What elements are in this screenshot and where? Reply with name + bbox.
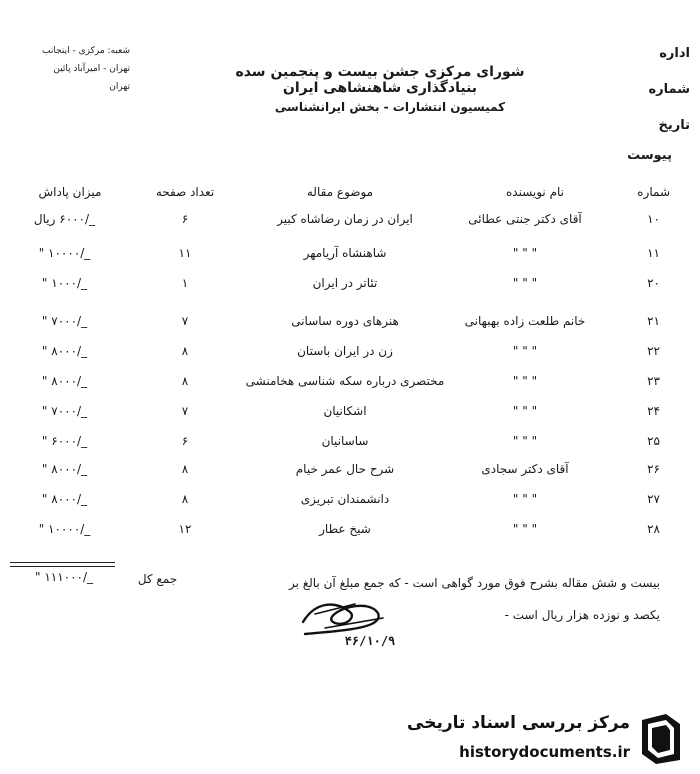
row-pages: ۱۲ (178, 522, 192, 536)
row-amount: _/۸۰۰۰ " (41, 344, 88, 358)
row-author: آقای دکتر سجادی (481, 462, 569, 476)
row-number: ۲۱ (647, 314, 660, 328)
row-author: " " " (512, 434, 538, 448)
signature-date: ۴۶/۱۰/۹ (344, 634, 396, 648)
row-pages: ۱۱ (178, 246, 192, 260)
row-amount: _/۷۰۰۰ " (41, 404, 88, 418)
row-number: ۲۸ (647, 522, 660, 536)
row-number: ۲۴ (647, 404, 660, 418)
col-header-pages: تعداد صفحه (155, 185, 215, 199)
row-amount: _/۸۰۰۰ " (41, 462, 88, 476)
row-subject: هنرهای دوره ساسانی (291, 314, 399, 328)
row-author: " " " (512, 404, 538, 418)
row-number: ۲۲ (647, 344, 660, 358)
row-number: ۲۶ (647, 462, 660, 476)
row-number: ۱۰ (647, 212, 660, 226)
document-title: شورای مرکزی جشن بیست و پنجمین سده بنیادگذاری شاهنشاهی ایران (235, 64, 525, 96)
margin-label-date: تاریخ (658, 118, 690, 133)
row-pages: ۸ (181, 374, 189, 388)
row-subject: دانشمندان تبریزی (300, 492, 390, 506)
margin-label-attachment: پیوست (627, 148, 672, 163)
row-author: " " " (512, 344, 538, 358)
branding-logo-icon (636, 710, 688, 766)
row-author: " " " (512, 276, 538, 290)
row-author: " " " (512, 374, 538, 388)
row-number: ۲۵ (647, 434, 660, 448)
row-subject: شیخ عطار (319, 522, 371, 536)
col-header-row-no: شماره (637, 185, 670, 199)
total-label: جمع کل (137, 572, 178, 586)
row-pages: ۸ (181, 462, 189, 476)
top-left-note-line2: تهران - امیرآباد پائین (53, 64, 130, 74)
top-left-note-line3: تهران (109, 82, 130, 92)
row-author: " " " (512, 246, 538, 260)
margin-label-number: شماره (648, 82, 690, 97)
total-rule-top-2 (10, 566, 115, 567)
row-amount: _/۶۰۰۰ ریال (33, 212, 96, 226)
row-author: خانم طلعت زاده بهبهانی (464, 314, 586, 328)
row-amount: _/۱۰۰۰۰ " (38, 522, 91, 536)
row-subject: شرح حال عمر خیام (295, 462, 395, 476)
footer-text-line1: بیست و شش مقاله بشرح فوق مورد گواهی است - که جمع مبلغ آن بالغ بر (288, 576, 660, 590)
row-pages: ۶ (181, 212, 189, 226)
row-amount: _/۱۰۰۰۰ " (38, 246, 91, 260)
document-subtitle: کمیسیون انتشارات - بخش ایرانشناسی (274, 100, 506, 114)
footer-text-line2: یکصد و نوزده هزار ریال است - (504, 608, 660, 622)
row-amount: _/۶۰۰۰ " (41, 434, 88, 448)
total-rule-top (10, 562, 115, 563)
row-pages: ۶ (181, 434, 189, 448)
row-subject: شاهنشاه آریامهر (303, 246, 387, 260)
col-header-author: نام نویسنده (505, 185, 565, 199)
row-author: " " " (512, 492, 538, 506)
col-header-amount: میزان پاداش (38, 185, 102, 199)
row-pages: ۱ (181, 276, 189, 290)
top-left-note-line1: شعبه: مرکزی - اینجانب (42, 46, 130, 56)
row-amount: _/۸۰۰۰ " (41, 374, 88, 388)
row-author: " " " (512, 522, 538, 536)
row-subject: ساسانیان (321, 434, 369, 448)
margin-label-department: اداره (659, 46, 690, 61)
row-pages: ۸ (181, 492, 189, 506)
row-number: ۱۱ (647, 246, 660, 260)
total-amount: _/۱۱۱۰۰۰ " (34, 570, 94, 584)
row-amount: _/۸۰۰۰ " (41, 492, 88, 506)
row-amount: _/۱۰۰۰ " (41, 276, 88, 290)
row-amount: _/۷۰۰۰ " (41, 314, 88, 328)
row-number: ۲۳ (647, 374, 660, 388)
row-author: آقای دکتر جنتی عطائی (468, 212, 582, 226)
row-subject: مختصری درباره سکه شناسی هخامنشی (245, 374, 445, 388)
branding-name: مرکز بررسی اسناد تاریخی (407, 713, 630, 733)
branding-band (0, 700, 700, 774)
row-subject: اشکانیان (323, 404, 367, 418)
row-pages: ۷ (181, 404, 189, 418)
row-pages: ۷ (181, 314, 189, 328)
row-subject: ایران در زمان رضاشاه کبیر (277, 212, 413, 226)
row-pages: ۸ (181, 344, 189, 358)
row-subject: تئاتر در ایران (312, 276, 378, 290)
row-number: ۲۰ (647, 276, 660, 290)
col-header-subject: موضوع مقاله (306, 185, 374, 199)
row-number: ۲۷ (647, 492, 660, 506)
row-subject: زن در ایران باستان (297, 344, 393, 358)
branding-url: historydocuments.ir (459, 743, 630, 761)
